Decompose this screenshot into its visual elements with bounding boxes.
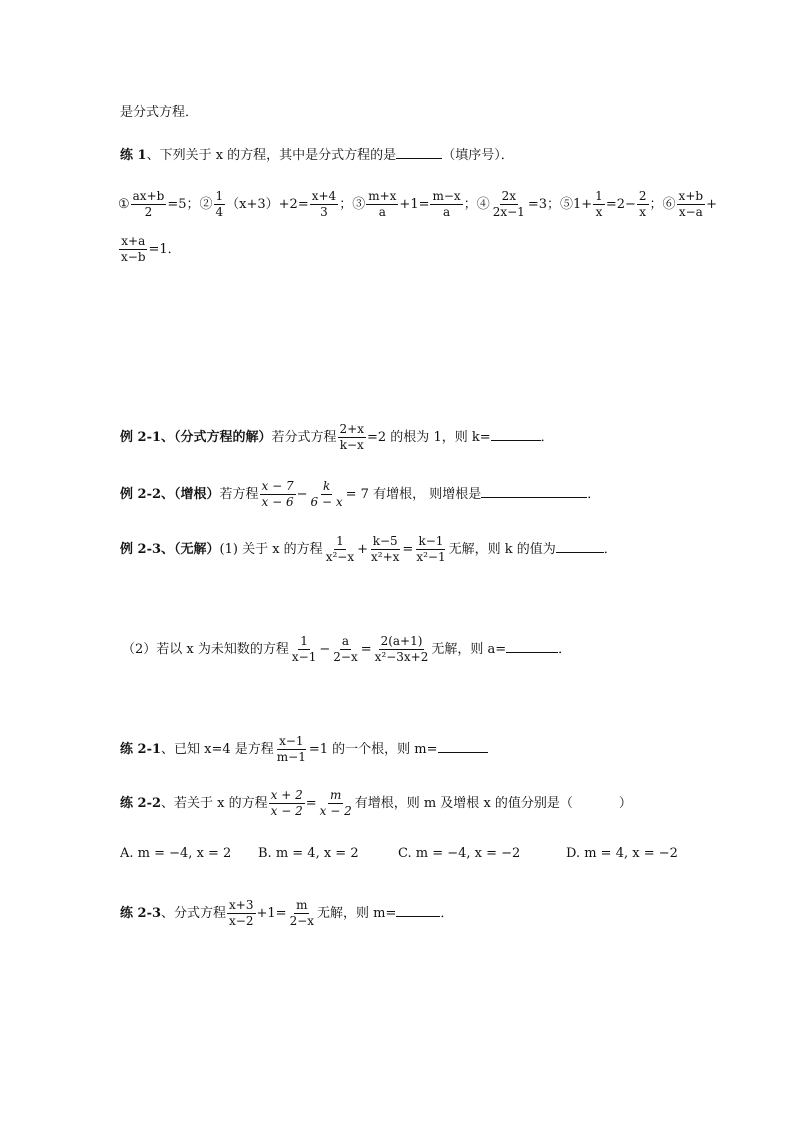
item-mark: ① bbox=[118, 197, 130, 212]
answer-blank[interactable] bbox=[481, 485, 587, 498]
item-mark: ③ bbox=[352, 197, 366, 212]
fraction: $\frac{x+a}{x-b}$ bbox=[121, 234, 146, 264]
practice-1-items: ① $\frac{ax+b}{2}$ =5；② $\frac{1}{4}$ （x+3）+2= $\frac{x+4}{3}$ ；③ $\frac{m+x}{a}$ +1= $\frac{m-x}{a}$ ；④ $\frac{2x}{2x-1}$ =3；⑤1+ $\frac{1}{x}$ =2− $\frac{2}{x}$ ；⑥ $\frac{x+b}{x-a}$ + bbox=[118, 189, 717, 219]
fraction: $\frac{x+3}{x-2}$ bbox=[229, 898, 254, 928]
answer-blank[interactable] bbox=[396, 904, 440, 917]
practice-label: 练 2-3 bbox=[120, 906, 162, 921]
fraction: $\frac{m}{x - 2}$ bbox=[319, 788, 352, 818]
practice-2-1: 练 2-1、已知 x=4 是方程 $\frac{x-1}{m-1}$ =1 的一个根，则 m= bbox=[120, 734, 488, 765]
fraction: $\frac{m}{2-x}$ bbox=[289, 898, 315, 928]
fraction: $\frac{k-1}{\text{x²−1}}$ bbox=[416, 534, 446, 564]
practice-label: 练 2-1 bbox=[120, 742, 162, 757]
answer-blank[interactable] bbox=[491, 428, 541, 441]
fraction: $\frac{x+b}{x-a}$ bbox=[678, 189, 704, 219]
fraction: $\frac{1}{x-1}$ bbox=[291, 634, 317, 664]
fraction: $\frac{x+4}{3}$ bbox=[311, 189, 337, 219]
option-a[interactable]: A. m = −4, x = 2 bbox=[120, 846, 232, 861]
example-2-2: 例 2-2、（增根）若方程 $\frac{x - 7}{x - 6}$ − $\frac{k}{6 - x}$ = 7 有增根， 则增根是 ． bbox=[120, 479, 601, 509]
fraction: $\frac{a}{2-x}$ bbox=[333, 634, 358, 664]
practice-1-label: 练 1 bbox=[120, 148, 147, 163]
example-tag: （增根） bbox=[174, 487, 220, 502]
fraction: $\frac{2x}{2x-1}$ bbox=[492, 189, 525, 219]
example-label: 例 2-1、 bbox=[120, 430, 175, 445]
example-2-3: 例 2-3、（无解）(1) 关于 x 的方程 $\frac{1}{\text{x²−x}}$ + $\frac{k-5}{\text{x²+x}}$ = $\frac{k-1}{\text{x²−1}}$ 无解，则 k 的值为 ． bbox=[120, 534, 617, 564]
practice-1-text: 、下列关于 x 的方程，其中是分式方程的是 bbox=[146, 148, 397, 163]
intro-text: 是分式方程． bbox=[120, 105, 199, 120]
example-tag: （分式方程的解） bbox=[174, 430, 272, 445]
example-label: 例 2-2、 bbox=[120, 487, 175, 502]
fraction: $\frac{x + 2}{x - 2}$ bbox=[270, 788, 303, 818]
fraction: $\frac{x-1}{m-1}$ bbox=[276, 734, 306, 764]
practice-1-question bbox=[120, 146, 514, 165]
option-b[interactable]: B. m = 4, x = 2 bbox=[258, 846, 359, 861]
fraction: $\frac{1}{\text{x²−x}}$ bbox=[325, 534, 355, 564]
answer-blank[interactable] bbox=[506, 640, 558, 653]
example-tag: （无解） bbox=[174, 542, 220, 557]
fraction: $\frac{x - 7}{x - 6}$ bbox=[261, 479, 294, 509]
answer-blank[interactable] bbox=[438, 740, 488, 753]
fraction: $\frac{2}{x}$ bbox=[638, 189, 647, 219]
answer-blank[interactable] bbox=[556, 540, 604, 553]
practice-1-tail: （填序号）． bbox=[442, 148, 514, 163]
fraction: $\frac{2(a+1)}{\text{x²−3x+2}}$ bbox=[374, 634, 429, 664]
fraction: $\frac{1}{x}$ bbox=[595, 189, 603, 219]
practice-2-2: 练 2-2、若关于 x 的方程 $\frac{x + 2}{x - 2}$ = $\frac{m}{x - 2}$ 有增根，则 m 及增根 x 的值分别是（ ） bbox=[120, 788, 632, 818]
fraction: $\frac{1}{4}$ bbox=[215, 189, 224, 219]
example-2-1: 例 2-1、（分式方程的解）若分式方程 $\frac{2+x}{k-x}$ =2 的根为 1，则 k= ． bbox=[120, 422, 554, 452]
example-label: 例 2-3、 bbox=[120, 542, 175, 557]
example-2-3-part-2: （2）若以 x 为未知数的方程 $\frac{1}{x-1}$ − $\frac{a}{2-x}$ = $\frac{2(a+1)}{\text{x²−3x+2}}$ 无解，则 a= ． bbox=[122, 634, 572, 664]
item-mark: ⑥ bbox=[662, 197, 676, 212]
practice-label: 练 2-2 bbox=[120, 796, 162, 811]
item-mark: ② bbox=[199, 197, 213, 212]
fraction: $\frac{k}{6 - x}$ bbox=[310, 479, 343, 509]
fraction: $\frac{m+x}{a}$ bbox=[368, 189, 397, 219]
answer-blank[interactable] bbox=[396, 146, 442, 159]
fraction: $\frac{ax+b}{2}$ bbox=[132, 189, 165, 219]
option-d[interactable]: D. m = 4, x = −2 bbox=[566, 846, 678, 861]
option-c[interactable]: C. m = −4, x = −2 bbox=[398, 846, 521, 861]
item-mark: ⑤ bbox=[559, 197, 573, 212]
fraction: $\frac{k-5}{\text{x²+x}}$ bbox=[371, 534, 400, 564]
fraction: $\frac{2+x}{k-x}$ bbox=[339, 422, 365, 452]
item-mark: ④ bbox=[476, 197, 490, 212]
fraction: $\frac{m-x}{a}$ bbox=[432, 189, 461, 219]
practice-1-continuation: $\frac{x+a}{x-b}$ =1． bbox=[121, 234, 181, 264]
practice-2-3: 练 2-3、分式方程 $\frac{x+3}{x-2}$ +1= $\frac{m}{2-x}$ 无解，则 m= ． bbox=[120, 898, 454, 928]
